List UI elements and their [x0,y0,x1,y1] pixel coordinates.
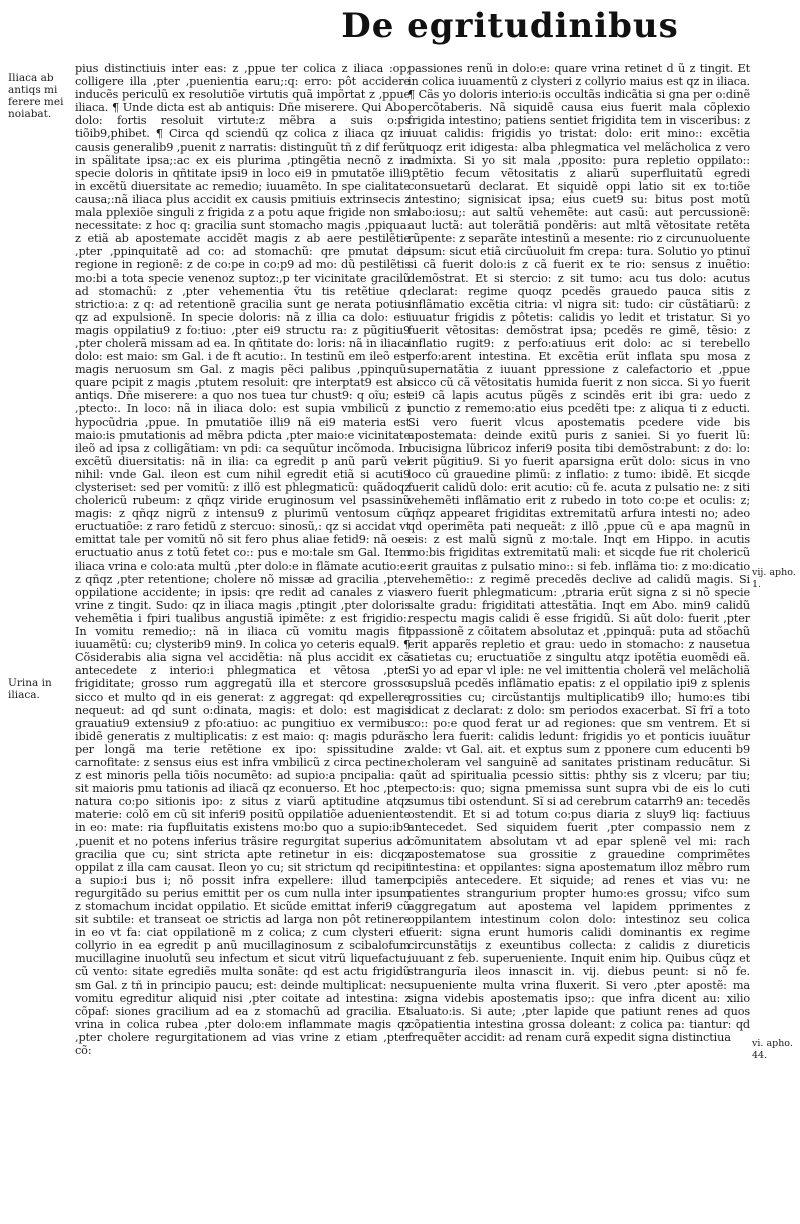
page-header [0,6,800,64]
left-text-column [75,62,410,1057]
margin-note-urina: Urina in iliaca. [8,677,52,701]
margin-note-apho-1: vij. apho. 1. [752,567,796,590]
right-column-text: passiones renũ in dolo:e: quare vrina retinet d ũ z tingit. Et in colica iuuamentũ z clysteri z collyrio maius est qz in iliaca. ¶ Cãs yo doloris interio:is occultãs indicãtia si gna per o:dinẽ percõtaberis. Nã siquidẽ causa eius fuerit mala cõplexio frigida intestino; patiens sentiet frigidita tem in visceribus: z iuuat calidis: frigidis yo tristat: dolo: erit mino:: excẽtia quoqz erit idigesta: alba phlegmatica vel melãcholica z vero admixta. Si yo sit mala ,pposito: pura repletio oppilato:: ,ptẽtio fecum vẽtositatis z aliarũ superfluitatũ egredi consuetarũ declarat. Et siquidẽ oppi latio sit ex to:tiõe intestino; signisicat ipsa; eius cuet9 su: bitus post motũ labo:iosu;: aut saltũ vehemẽte: aut casũ: aut percussionẽ: aut luctã: aut tolerãtiã pondẽris: aut mltã vẽtositate retẽta rũpente: z separãte intestinũ a mesente: rio z circunuoluente ipsum: sicut etiã circũuoluit fm crepa: tura. Solutio yo ptinuĩ si cã fuerit dolo:is z cã fuerit ex te rio: sensus z inuẽtio: demõstrat. Et si stercio: z sit tumo: acu tus dolo: acutus declarat: regime quoqz pcedẽs grauedo pauca sitis z inflãmatio excẽtia citria: vl nigra sit: tudo: cir cũstãtiarũ: z iuuatur frigidis z pôtetis: calidis yo ledit et tristatur. Si yo fuerit vẽtositas: demõstrat ipsa; pcedẽs re gimẽ, tẽsio: z inflatio rugit9: z perfo:atiuus erit dolo: ac si terebello perfo:arent intestina. Et excẽtia erũt inflata spu mosa z supernatãtia z iuuant ppressione z calefactorio et ,ppue sicco cũ cã vẽtositatis humida fuerit z non sicca. Si yo fuerit ei9 cã lapis acutus pũgẽs z scindẽs erit ibi gra: uedo z punctio z rememo:atio eius pcedẽti tpe: z aliqua ti z educti. Si vero fuerit vlcus apostematis pcedere vide bis apostemata: deinde exitũ puris z saniei. Si yo fuerit lũ: bucisigna lũbricoz inferi9 posita tibi demõstrabunt: z do: lo: erit pũgitiu9. Si yo fuerit aparsigna erũt dolo: sicus in vno loco cũ grauedine plimũ: z inflatio: z tumo: ibidẽ. Et sicqde fuerit calidũ dolo: erit acutio: cũ fe. acuta z pulsatio ne: z siti vehemẽti inflãmatio erit z rubedo in toto co:pe et oculis: z; qñqz appearet frigiditas extremitatũ arfura intesti no; adeo qd operimẽta pati nequeãt: z illõ ,ppue cũ e apa magnũ in eis: z est malũ signũ z mo:tale. Inqt em Hippo. in acutis mo:bis frigiditas extremitatũ mali: et sicqde fue rit cholericũ erit grauitas z pulsatio mino:: si feb. inflãma tio: z mo:dicatio vehemẽtio:: z regimẽ precedẽs declive ad calidũ magis. Si vero fuerit phlegmaticum: ,ptraria erũt signa z si nõ specie salte gradu: frigiditati attestãtia. Inqt em Abo. min9 calidũ respectu magis calidi ẽ esse frigidũ. Si aũt dolo: fuerit ,pter ppassionẽ z cõitatem absolutaz et ,ppinquã: puta ad stõachũ erit apparẽs repletio et grau: uedo in stomacho: z nausetua satietas cu; eructuatiõe z singultu atqz ipotẽtia euomẽdi eã. Si yo ad epar vl iple: ne vel imittentia cholerã vel melãcholiã supsluã pcedẽs inflãmatio epatis: z el oppilatio ipi9 z splenis grossities cu; circũstantijs multiplicatib9 illo; humo:es tibi idicat z declarat: z dolo: sm periodos exacerbat. Sĩ frĩ a toto co:: po:e quod ferat ur ad regiones: que sm ventrem. Et si cho lera fuerit: calidis ledunt: frigidis yo et ponticis iuuãtur valde: vt Gal. ait. et exptus sum z pponere cum educenti b9 choleram vel sanguinẽ ad sanitates pristinam reducãtur. Si aũt ad spiritualia pcessio sittis: phthy sis z vlceru; par tiu; pecto:is: quo; signa pmemissa sunt supra vbi de eis lo cuti sumus tibi ostendunt. Sĩ si ad cerebrum catarrh9 an: tecedẽs ostendit. Et si ad totum co:pus diaria z sluy9 liq: factiuus antecedet. Sed siquidem fuerit ,pter compassio nem z cõmunitatem absolutam vt ad epar splenẽ vel mi: rach apostematose sua grossitie z grauedine comprimẽtes intestina: et oppilantes: signa apostematum illoz mẽbro rum pcipiẽs antecedere. Et siquide; ad renes et vias vu: ne patientes strangurium propter humo:es grossu; vifco sum aggregatum aut apostema vel lapidem pprimentes z oppilantem intestinum colon dolo: intestinoz seu colica fuerit: signa erunt humoris calidi dominantis ex regime circunstãtijs z exeuntibus collecta: z calidis z diureticis iuuant z feb. superueniente. Inquit enim hip. Quibus cũqz et strangurĩa ileos innascit in. vij. diebus peunt: si nõ fe. supueniente multa vrina fluxerit. Si vero ,pter apostẽ: ma signa videbis apostematis ipso;: que infra dicent au: xilio saluato:is. Si aute; ,pter lapide que patiunt renes ad quos cõpatientia intestina grossa doleant: z colica pa: tiantur: qd frequẽter accidit: ad renam curã expedit signa distinctiua [408,62,751,1044]
margin-note-iliaca: Iliaca ab antiqs mi ferere mei noiabat. [8,72,64,120]
right-text-column [408,62,750,1044]
margin-note-apho-2: vi. apho. 44. [752,1038,793,1061]
left-column-text: pius distinctiuis inter eas: z ,ppue ter colica z iliaca :op; colligere illa ,pter ,puenientia earu;:q: erro: pôt accidere inducẽs periculũ ex resolutiõe virtutis quã impõrtat z ,ppue iliaca. ¶ Unde dicta est ab antiquis: Dñe miserere. Qui Abo. dolo: fortis resoluit virtute:z mẽbra a suis o:ps tiõib9,phibet. ¶ Circa qd sciendũ qz colica z iliaca qz in causis generalib9 ,puenit z narratis: distinguũt tñ z dif ferũt in spãlitate ipsa;:ac ex eis plurima ,ptingẽtia necnõ z in specie doloris in qñtitate ipsi9 in loco ei9 in pmutatõe illi9 in excẽtũ diuersitate ac remedio; iuuamẽto. In spe cialitate causa;:nã iliaca plus accidit ex causis pmitiuis extrinsecis z mala pplexiõe singuli z frigida z a potu aque frigide non sm necessitate: z hoc q: gracilia sunt stomacho magis ,ppiqua: z etiã ab apostemate accidẽt magis z ab aere pestilẽtie ,pter ,ppinquitatẽ ad co: ad stomachũ: qre pmutat de regione in regionẽ: z de co:pe in co:p9 ad mo: dũ pestilẽtis mo:bi a tota specie venenoz suptoz:,p ter vicinitate gracilũ ad stomachũ: z ,pter vehementia ṽtu tis retẽtiue q: strictio:a: z q: ad retentionẽ gracilia sunt ge nerata potius qz ad expulsionẽ. In specie doloris: nã z illia ca dolo: est magis oppilatiu9 z fo:tiuo: ,pter ei9 structu ra: z pũgitiu9 ,pter cholerã missam ad ea. In qñtitate do: loris: nã in iliaca dolo: est maio: sm Gal. i de ft acutio:. In testinũ em ileõ est magis neruosum sm Gal. z magis pẽci palibus ,ppinquũ: quare pcipit z magis ,ptutem resoluit: qre interptat9 est ab antiqs. Dñe miserere: a quo nos tuea tur chust9: q oĩu; est ,ptecto:. In loco: nã in iliaca dolo: est supia vmbilicũ z i hypocũdria ,ppue. In pmutatiõe illi9 nã ei9 materia est maio:is pmutationis ad mẽbra pdicta ,pter maio:e vicinitate ileõ ad ipsa z colligãtiam: vn pdi: ca sequũtur incõmoda. In excẽtũ diuersitatis: nã in ilia: ca egredit p anũ parũ vel nihil: vnde Gal. ileon est cum nihil egredit etiã si acuti9 clysteriset: sed per vomitũ: z illõ est phlegmaticũ: quãdoqz cholericũ rubeum: z qñqz viride eruginosum vel psassinũ magis: z qñqz nigrũ z intensu9 z plurimũ ventosum cũ eructuatiõe: z raro fetidũ z stercuo: sinosũ,: qz si accidat vt emittat tale per vomitũ nõ sit fero phus aliae fetid9: nã oes eructuatio anus z totũ fetet co:: pus e mo:tale sm Gal. Item iliaca vrina e colo:ata multũ ,pter dolo:e in flãmate acutio:e: z qñqz ,pter retentione; cholere nõ missæ ad gracilia ,pter oppilatione accidente; in ipsis: qre redit ad canales z vias vrine z tingit. Sudo: qz in iliaca magis ,ptingit ,pter doloris vehemẽtia i fpiri tualibus angustiã ipimẽte: z est frigidio:. In vomitu remedio;: nã in iliaca cũ vomitu magis fit iuuamẽtũ: cu; clysterib9 min9. In colica yo ceteris equal9. ¶ Cõsiderabis alia signa vel accidẽtia: nã plus accidit ex cã antecedete z interio:i phlegmatica et vẽtosa ,pter frigiditate; grosso rum aggregatũ illa et stercore grosso sicco et multo qd in eis generat: z aggregat: qd expellere nequeut: ad qd sunt o:dinata, magis: et dolo: est magis grauatiu9 extensiu9 z pfo:atiuo: ac pungitiuo ex vermibus ibidẽ generatis z multiplicatis: z est maio: q: magis pdurãs per longã ma terie retẽtione ex ipo: spissitudine z carnofitate: z sensus eius est infra vmbilicũ z circa pectine: z est minoris pella tiõis nocumẽto: ad supio:a pncipalia: q: sit maioris pmu tationis ad iliacã qz econuerso. Et hoc ,pter natura co:po sitionis ipo: z situs z viarũ aptitudine atqz materie: colõ em cũ sit inferi9 positũ oppilatiõe adueniente in eo: mate: ria fupfluitatis existens mo:bo quo a supio:ib9 ,puenit et no potens inferius trãsire regurgitat superius ad gracilia que cu; sint stricta apte retinetur in eis: dicqz oppilat z illa cam causat. Ileon yo cu; sit strictum qd recipit a supio:i bus i; nõ possit infra expellere: illud tamen regurgitãdo su perius emittit per os cum nulla inter ipsum z stomachum incidat oppilatio. Et sicũde emittat inferi9 cũ sit subtile: et transeat oe strictis ad larga non pôt retinere in eo vt fa: ciat oppilationẽ m z colica; z cum clysteri et collyrio in ea egredit p anũ mucillaginosum z scibalofum mucillagine inuolutũ seu infectum et sicut vitrũ liquefactu; cũ vento: sitate egrediẽs multa sonãte: qd est actu frigidũ sm Gal. z tñ in principio paucu; est: deinde multiplicat: nec vomitu egreditur aliquid nisi ,pter coitate ad intestina: z cõpaf: siones gracilium ad ea z stomachũ ad gracilia. Et vrina in colica rubea ,pter dolo:em inflammate magis qz ,pter cholere regurgitationem ad vias vrine z etiam ,pter cõ: [75,62,410,1058]
running-head: De egritudinibus [341,6,679,46]
